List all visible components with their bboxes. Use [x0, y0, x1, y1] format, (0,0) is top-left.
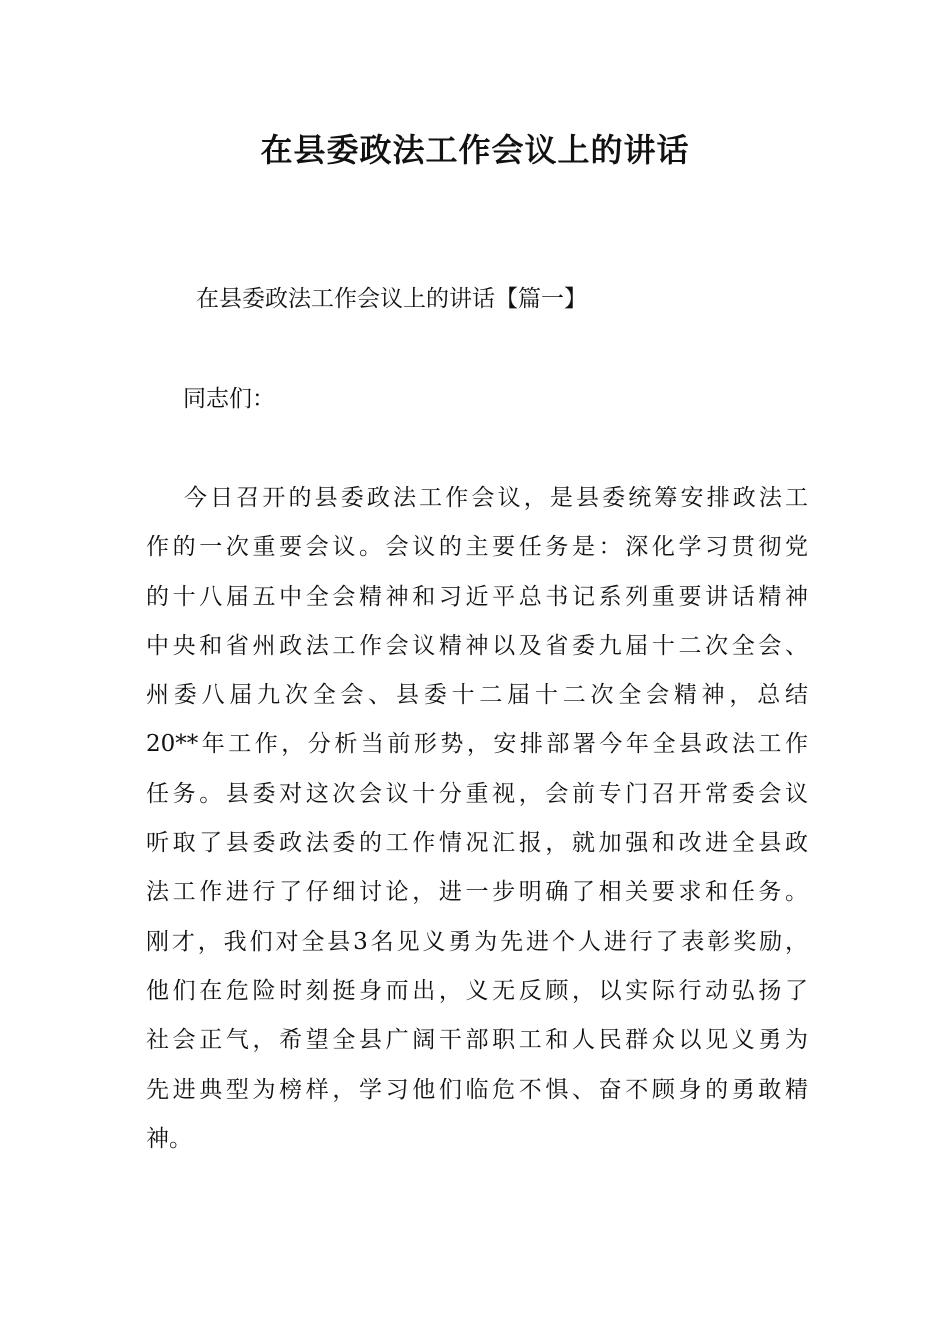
paragraph-line: 听取了县委政法委的工作情况汇报，就加强和改进全县政: [146, 830, 808, 857]
section-heading: 在县委政法工作会议上的讲话【篇一】: [196, 286, 587, 312]
paragraph-line: 作的一次重要会议。会议的主要任务是：深化学习贯彻党: [146, 534, 808, 561]
paragraph-line: 他们在危险时刻挺身而出，义无反顾，以实际行动弘扬了: [146, 977, 808, 1004]
paragraph-line: 先进典型为榜样，学习他们临危不惧、奋不顾身的勇敢精: [146, 1076, 808, 1103]
body-paragraph: [146, 480, 808, 1170]
paragraph-line: 中央和省州政法工作会议精神以及省委九届十二次全会、: [146, 632, 808, 659]
paragraph-line: 法工作进行了仔细讨论，进一步明确了相关要求和任务。: [146, 879, 808, 906]
salutation: 同志们：: [183, 386, 275, 412]
paragraph-line: 20**年工作，分析当前形势，安排部署今年全县政法工作: [146, 731, 808, 758]
paragraph-line: 刚才，我们对全县3名见义勇为先进个人进行了表彰奖励，: [146, 928, 808, 955]
paragraph-line: 州委八届九次全会、县委十二届十二次全会精神，总结: [146, 682, 808, 709]
paragraph-line: 的十八届五中全会精神和习近平总书记系列重要讲话精神: [146, 583, 808, 610]
paragraph-line: 社会正气，希望全县广阔干部职工和人民群众以见义勇为: [146, 1027, 808, 1054]
document-title: 在县委政法工作会议上的讲话: [260, 131, 690, 169]
paragraph-line: 今日召开的县委政法工作会议，是县委统筹安排政法工: [184, 485, 808, 511]
paragraph-line: 神。: [146, 1125, 192, 1152]
paragraph-line: 任务。县委对这次会议十分重视，会前专门召开常委会议: [146, 780, 808, 807]
